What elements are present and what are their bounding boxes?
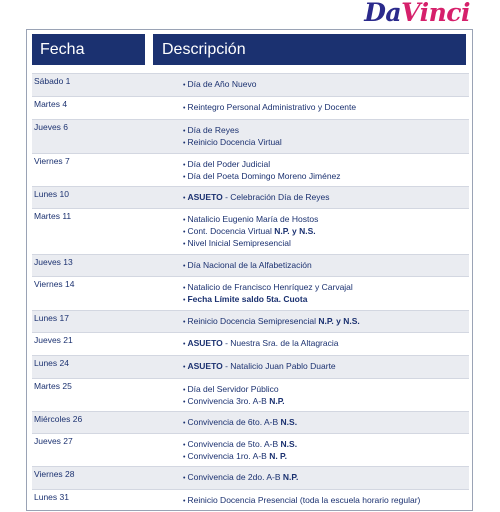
item-level-tag: N.P. [269,396,285,406]
item-text: Día de Año Nuevo [187,79,257,89]
item-level-tag: N. P. [269,451,287,461]
row-date: Jueves 21 [34,335,73,345]
bullet-icon: • [183,195,186,202]
row-date: Viernes 28 [34,469,75,479]
description-item [183,472,298,482]
bullet-icon: • [183,263,186,270]
description-item [183,294,307,304]
description-item [183,384,279,394]
table-row [32,489,469,512]
bullet-icon: • [183,498,186,505]
item-text: - Celebración Día de Reyes [222,192,330,202]
table-row [32,254,469,276]
table-row [32,73,469,96]
bullet-icon: • [183,229,186,236]
row-date: Lunes 24 [34,358,69,368]
bullet-icon: • [183,105,186,112]
item-text: Convivencia de 2do. A-B [187,472,283,482]
item-text: Reinicio Docencia Semipresencial [187,316,319,326]
item-text: Convivencia de 5to. A-B [187,439,281,449]
item-text: Natalicio de Francisco Henríquez y Carvajal [187,282,353,292]
table-row [32,378,469,411]
bullet-icon: • [183,162,186,169]
bullet-icon: • [183,128,186,135]
item-level-tag: N.P. y N.S. [274,226,316,236]
description-item [183,495,420,505]
table-row [32,208,469,254]
bullet-icon: • [183,297,186,304]
item-bold-text: Fecha Límite saldo 5ta. Cuota [187,294,308,304]
item-bold-text: ASUETO [187,192,223,202]
row-date: Martes 4 [34,99,68,109]
description-item [183,79,256,89]
row-date: Sábado 1 [34,76,71,86]
bullet-icon: • [183,420,186,427]
description-item [183,125,239,135]
row-date: Jueves 27 [34,436,73,446]
item-text: Natalicio Eugenio María de Hostos [187,214,319,224]
table-row [32,276,469,310]
description-item [183,338,339,348]
item-level-tag: N.P. y N.S. [318,316,360,326]
item-text: Convivencia 3ro. A-B [187,396,270,406]
table-row [32,466,469,489]
row-date: Jueves 13 [34,257,73,267]
bullet-icon: • [183,241,186,248]
table-row [32,355,469,378]
bullet-icon: • [183,319,186,326]
bullet-icon: • [183,174,186,181]
table-row [32,186,469,208]
item-text: Reinicio Docencia Presencial (toda la escuela horario regular) [187,495,421,505]
header-fecha: Fecha [32,34,145,65]
item-text: Reintegro Personal Administrativo y Docente [187,102,357,112]
bullet-icon: • [183,364,186,371]
bullet-icon: • [183,399,186,406]
description-item [183,260,312,270]
item-text: - Nuestra Sra. de la Altagracia [222,338,339,348]
item-text: Día del Poder Judicial [187,159,271,169]
item-text: Día del Servidor Público [187,384,279,394]
table-row [32,96,469,119]
description-item [183,102,356,112]
row-date: Viernes 7 [34,156,70,166]
description-item [183,214,318,224]
table-row [32,433,469,466]
bullet-icon: • [183,217,186,224]
description-item [183,137,282,147]
row-date: Martes 11 [34,211,72,221]
description-item [183,226,316,236]
table-row [32,153,469,186]
description-item [183,417,297,427]
bullet-icon: • [183,387,186,394]
table-row [32,310,469,332]
item-bold-text: ASUETO [187,338,223,348]
description-item [183,282,353,292]
table-row [32,332,469,355]
row-date: Lunes 17 [34,313,69,323]
row-date: Lunes 10 [34,189,69,199]
item-level-tag: N.S. [280,417,298,427]
description-item [183,159,270,169]
logo-da: Da [364,0,402,27]
bullet-icon: • [183,140,186,147]
bullet-icon: • [183,442,186,449]
description-item [183,361,336,371]
description-item [183,171,341,181]
bullet-icon: • [183,475,186,482]
row-date: Lunes 31 [34,492,69,502]
item-text: Día del Poeta Domingo Moreno Jiménez [187,171,341,181]
description-item [183,451,287,461]
item-text: Día Nacional de la Alfabetización [187,260,312,270]
item-text: Reinicio Docencia Virtual [187,137,282,147]
table-row [32,411,469,433]
bullet-icon: • [183,82,186,89]
row-date: Jueves 6 [34,122,69,132]
item-level-tag: N.S. [280,439,298,449]
item-text: Convivencia de 6to. A-B [187,417,281,427]
header-descripcion: Descripción [153,34,466,65]
item-bold-text: ASUETO [187,361,223,371]
table-row [32,119,469,153]
item-level-tag: N.P. [282,472,299,482]
bullet-icon: • [183,285,186,292]
logo [364,0,470,27]
bullet-icon: • [183,341,186,348]
description-item [183,238,291,248]
description-item [183,396,285,406]
item-text: Cont. Docencia Virtual [187,226,275,236]
description-item [183,316,360,326]
row-date: Martes 25 [34,381,72,391]
item-text: Nivel Inicial Semipresencial [187,238,291,248]
logo-vinci: Vinci [401,0,470,27]
row-date: Miércoles 26 [34,414,83,424]
item-text: Día de Reyes [187,125,239,135]
row-date: Viernes 14 [34,279,75,289]
item-text: Convivencia 1ro. A-B [187,451,270,461]
item-text: - Natalicio Juan Pablo Duarte [222,361,336,371]
description-item [183,439,297,449]
description-item [183,192,330,202]
bullet-icon: • [183,454,186,461]
